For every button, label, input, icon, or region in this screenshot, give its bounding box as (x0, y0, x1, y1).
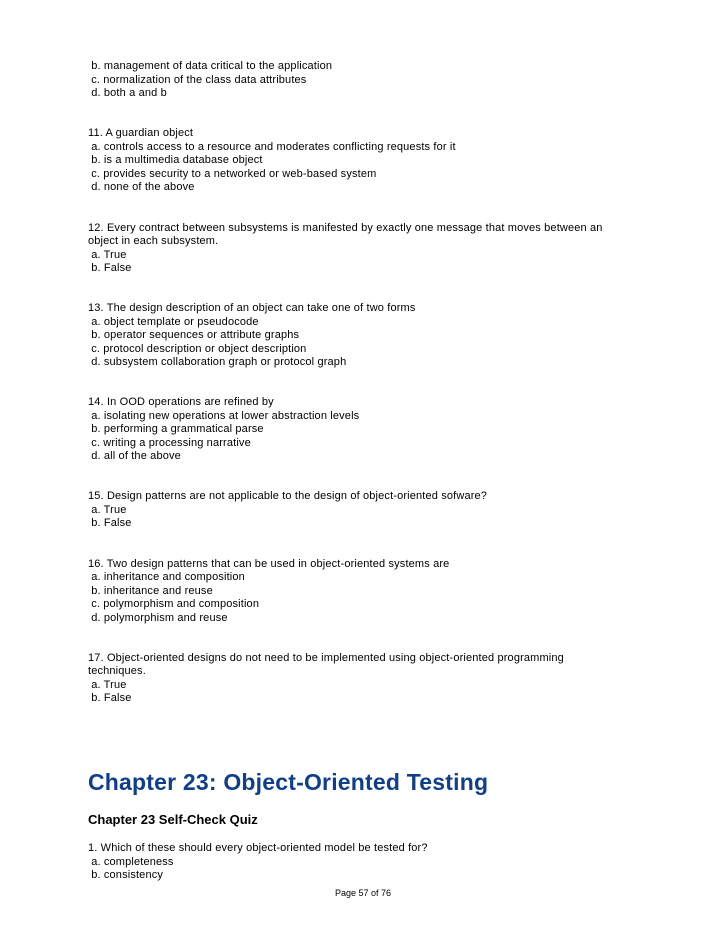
answer-option: d. both a and b (88, 87, 167, 99)
answer-option: b. operator sequences or attribute graphs (88, 329, 300, 341)
answer-option: b. inheritance and reuse (88, 585, 213, 597)
question-text: 13. The design description of an object can take one of two forms (88, 302, 416, 314)
answer-option: a. isolating new operations at lower abstraction levels (88, 410, 360, 422)
question-text: 14. In OOD operations are refined by (88, 396, 274, 408)
answer-option: a. True (88, 249, 127, 261)
answer-option: a. object template or pseudocode (88, 316, 259, 328)
answer-option: b. is a multimedia database object (88, 154, 263, 166)
answer-option: c. writing a processing narrative (88, 437, 251, 449)
answer-option: d. all of the above (88, 450, 181, 462)
answer-option: a. True (88, 504, 127, 516)
question-text: 16. Two design patterns that can be used in object-oriented systems are (88, 558, 450, 570)
answer-option: b. False (88, 262, 132, 274)
question-text: 17. Object-oriented designs do not need to be implemented using object-oriented programming (88, 652, 564, 664)
question-text: techniques. (88, 665, 146, 677)
answer-option: d. none of the above (88, 181, 195, 193)
question-text: 11. A guardian object (88, 127, 194, 139)
answer-option: b. False (88, 692, 132, 704)
answer-option: b. management of data critical to the application (88, 60, 333, 72)
answer-option: c. polymorphism and composition (88, 598, 260, 610)
answer-option: a. True (88, 679, 127, 691)
answer-option: b. consistency (88, 869, 164, 881)
answer-option: d. subsystem collaboration graph or protocol graph (88, 356, 347, 368)
quiz-heading: Chapter 23 Self-Check Quiz (88, 812, 258, 827)
answer-option: a. inheritance and composition (88, 571, 245, 583)
answer-option: b. performing a grammatical parse (88, 423, 264, 435)
answer-option: a. controls access to a resource and moderates conflicting requests for it (88, 141, 456, 153)
answer-option: d. polymorphism and reuse (88, 612, 228, 624)
page-number: Page 57 of 76 (335, 888, 392, 898)
question-text: object in each subsystem. (88, 235, 219, 247)
chapter-heading: Chapter 23: Object-Oriented Testing (88, 769, 489, 795)
question-text: 1. Which of these should every object-oriented model be tested for? (88, 842, 428, 854)
answer-option: c. normalization of the class data attributes (88, 74, 307, 86)
answer-option: c. provides security to a networked or web-based system (88, 168, 377, 180)
answer-option: b. False (88, 517, 132, 529)
answer-option: c. protocol description or object description (88, 343, 307, 355)
question-text: 12. Every contract between subsystems is manifested by exactly one message that moves between an (88, 222, 603, 234)
answer-option: a. completeness (88, 856, 174, 868)
question-text: 15. Design patterns are not applicable to the design of object-oriented sofware? (88, 490, 488, 502)
